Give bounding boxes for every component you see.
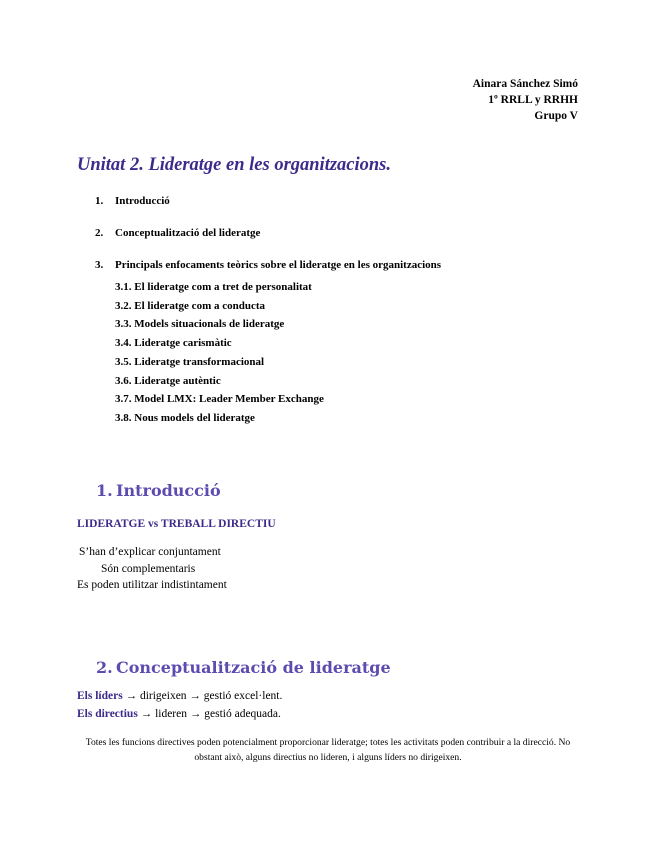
toc-subitem: 3.7. Model LMX: Leader Member Exchange — [115, 393, 324, 405]
author-group: Grupo V — [534, 110, 578, 122]
toc-item — [95, 259, 441, 271]
toc-item-label: Introducció — [115, 195, 170, 207]
toc-subitem: 3.2. El lideratge com a conducta — [115, 300, 266, 312]
section-heading-introduccio — [96, 481, 221, 500]
body-line: S’han d’explicar conjuntament — [79, 546, 221, 558]
author-name: Ainara Sánchez Simó — [472, 78, 578, 90]
author-block — [473, 76, 578, 124]
toc-item-label: Conceptualització del lideratge — [115, 227, 261, 239]
section-title: Conceptualització de lideratge — [116, 658, 391, 677]
term-directors: Els directius — [77, 708, 138, 720]
definition-text: → dirigeixen → gestió excel·lent. — [122, 690, 283, 702]
toc-subitem: 3.4. Lideratge carismàtic — [115, 337, 232, 349]
term-leaders: Els líders — [77, 690, 123, 702]
toc-item-number: 2. — [95, 227, 104, 239]
toc-item — [95, 227, 260, 239]
definition-text: → lideren → gestió adequada. — [137, 708, 281, 720]
body-line: Són complementaris — [101, 563, 196, 575]
toc-subitem: 3.1. El lideratge com a tret de personalitat — [115, 281, 312, 293]
definition-line — [77, 690, 282, 702]
definition-line — [77, 708, 281, 720]
author-course: 1º RRLL y RRHH — [488, 94, 578, 106]
body-line: Es poden utilitzar indistintament — [77, 579, 227, 591]
toc-item-label: Principals enfocaments teòrics sobre el lideratge en les organitzacions — [115, 259, 442, 271]
toc-subitem: 3.8. Nous models del lideratge — [115, 412, 255, 424]
body-paragraph: Totes les funcions directives poden potencialment proporcionar lideratge; totes les activitats poden contribuir a la direcció. No obstant això, alguns directius no lideren, i alguns líders no dirigeixen. — [85, 737, 571, 763]
toc-item-number: 1. — [95, 195, 104, 207]
toc-item-number: 3. — [95, 259, 104, 271]
toc-subitem: 3.5. Lideratge transformacional — [115, 356, 265, 368]
section-number: 2. — [96, 658, 113, 677]
section-heading-conceptualitzacio — [96, 658, 391, 677]
toc-subitem: 3.3. Models situacionals de lideratge — [115, 318, 285, 330]
subheading: LIDERATGE vs TREBALL DIRECTIU — [77, 518, 276, 530]
toc-subitem: 3.6. Lideratge autèntic — [115, 375, 221, 387]
section-title: Introducció — [116, 481, 221, 500]
section-number: 1. — [96, 481, 113, 500]
unit-title: Unitat 2. Lideratge en les organitzacions. — [77, 155, 392, 175]
toc-item — [95, 195, 170, 207]
